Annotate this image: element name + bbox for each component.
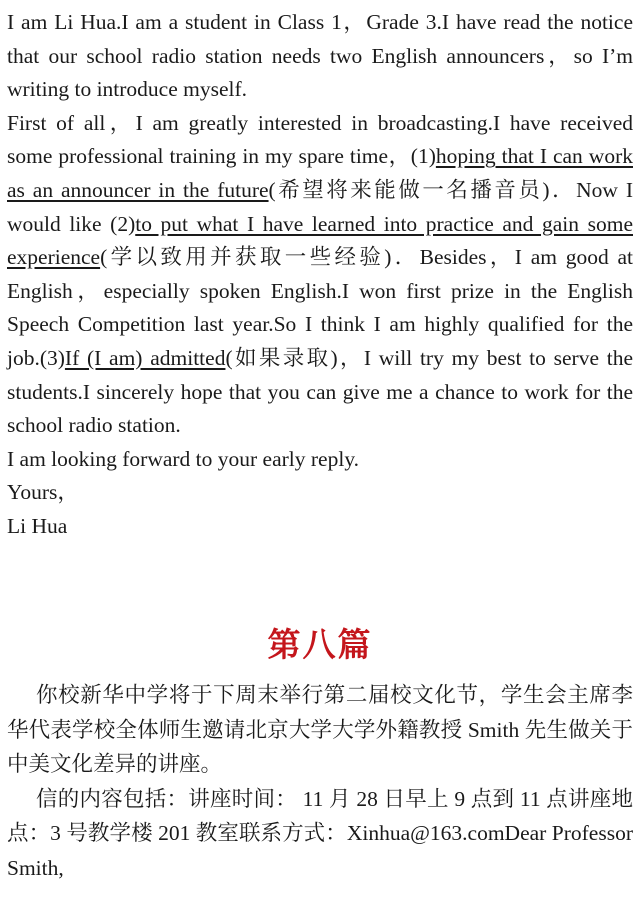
letter-paragraph-intro: I am Li Hua.I am a student in Class 1，Grade 3.I have read the notice that our school radio station needs two English announcers，so I’m writing to introduce myself. (7, 10, 633, 102)
task-paragraph-scenario: 你校新华中学将于下周末举行第二届校文化节，学生会主席李华代表学校全体师生邀请北京大学大学外籍教授 Smith 先生做关于中美文化差异的讲座。 (7, 683, 633, 776)
letter-body-text: (希望将来能做一名播音员)．Now I would like (2) (7, 177, 633, 236)
task-paragraph-requirements: 信的内容包括：讲座时间： 11 月 28 日早上 9 点到 11 点讲座地点：3 号教学楼 201 教室联系方式：Xinhua@163.comDear Professor Smith, (7, 786, 633, 880)
letter-body-text: (如果录取)，I will try my best to serve the students.I sincerely hope that you can give me a chance to work for the school radio station. (7, 345, 633, 438)
letter-paragraph-closing-line: I am looking forward to your early reply. (7, 446, 360, 471)
letter-paragraph-body (7, 107, 633, 443)
underlined-phrase-1: hoping that I can work as an announcer in the future (7, 144, 633, 202)
writing-task (7, 678, 633, 885)
letter-closing: Yours， (7, 480, 79, 505)
letter-body-text: (学以致用并获取一些经验)．Besides，I am good at English，especially spoken English.I won first prize in the English Speech Competition last year.So I think I am highly qualified for the job.(3) (7, 245, 633, 370)
underlined-phrase-2: to put what I have learned into practice and gain some experience (7, 211, 633, 270)
letter-signature: Li Hua (7, 513, 68, 538)
sample-letter (7, 6, 633, 544)
letter-body-text: First of all，I am greatly interested in broadcasting.I have received some professional training in my spare time，(1) (7, 110, 633, 169)
section-heading: 第八篇 (267, 625, 373, 664)
underlined-phrase-3: If (I am) admitted (64, 345, 226, 370)
